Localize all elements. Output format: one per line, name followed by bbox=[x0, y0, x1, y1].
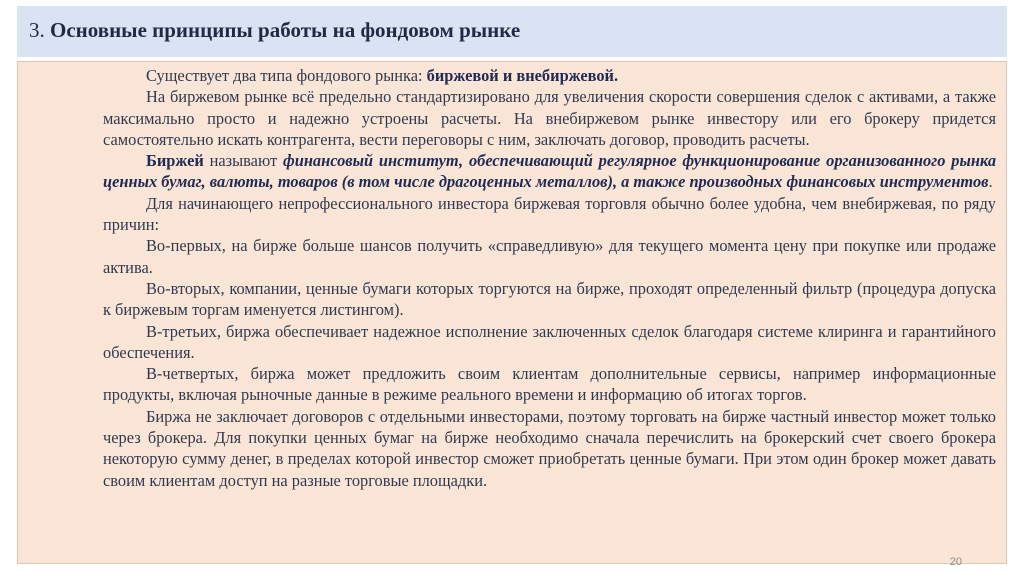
p3-mid: называют bbox=[203, 151, 283, 171]
paragraph-2 bbox=[61, 86, 996, 150]
paragraph-9 bbox=[61, 406, 996, 491]
paragraph-4 bbox=[61, 193, 996, 236]
p1-bold: биржевой и внебиржевой. bbox=[426, 66, 619, 85]
p3-bold: Биржей bbox=[146, 151, 204, 171]
p7-text: В-третьих, биржа обеспечивает надежное исполнение заключенных сделок благодаря системе клиринга и гарантийного обеспечения. bbox=[103, 321, 996, 362]
slide-title bbox=[17, 6, 1007, 57]
p6-text: Во-вторых, компании, ценные бумаги которых торгуются на бирже, проходят определенный фильтр (процедура допуска к биржевым торгам именуется листингом). bbox=[103, 278, 996, 320]
page-number: 20 bbox=[949, 556, 962, 568]
p3-end: . bbox=[988, 172, 993, 192]
p1-text: Существует два типа фондового рынка: bbox=[146, 66, 427, 85]
paragraph-5 bbox=[61, 235, 996, 278]
paragraph-6 bbox=[61, 278, 996, 321]
p9-text: Биржа не заключает договоров с отдельными инвесторами, поэтому торговать на бирже частный инвестор может только через брокера. Для покупки ценных бумаг на бирже необходимо сначала перечислить на брокерский счет своего брокера некоторую сумму денег, в пределах которой инвестор сможет приобретать ценные бумаги. При этом один брокер может давать своим клиентам доступ на разные торговые площадки. bbox=[103, 406, 996, 490]
title-text: Основные принципы работы на фондовом рынке bbox=[50, 18, 521, 42]
paragraph-7 bbox=[61, 321, 996, 364]
title-number: 3. bbox=[29, 18, 45, 42]
p5-text: Во-первых, на бирже больше шансов получить «справедливую» для текущего момента цену при покупке или продаже актива. bbox=[103, 236, 996, 277]
p8-text: В-четвертых, биржа может предложить своим клиентам дополнительные сервисы, например информационные продукты, включая рыночные данные в режиме реального времени и информацию об итогах торгов. bbox=[103, 364, 996, 405]
p3-bold-italic: финансовый институт, обеспечивающий регулярное функционирование организованного рынка ценных бумаг, валюты, товаров (в том числе драгоценных металлов), а также производных финансовых инструментов bbox=[103, 151, 997, 192]
paragraph-1 bbox=[61, 65, 996, 86]
paragraph-8 bbox=[61, 363, 996, 406]
p2-text: На биржевом рынке всё предельно стандартизировано для увеличения скорости совершения сделок с активами, а также максимально просто и надежно устроены расчеты. На внебиржевом рынке инвестору или его брокеру придется самостоятельно искать контрагента, вести переговоры с ним, заключать договор, проводить расчеты. bbox=[103, 87, 996, 149]
p4-text: Для начинающего непрофессионального инвестора биржевая торговля обычно более удобна, чем внебиржевая, по ряду причин: bbox=[103, 193, 996, 235]
slide-content bbox=[17, 61, 1007, 564]
paragraph-3 bbox=[61, 150, 996, 193]
